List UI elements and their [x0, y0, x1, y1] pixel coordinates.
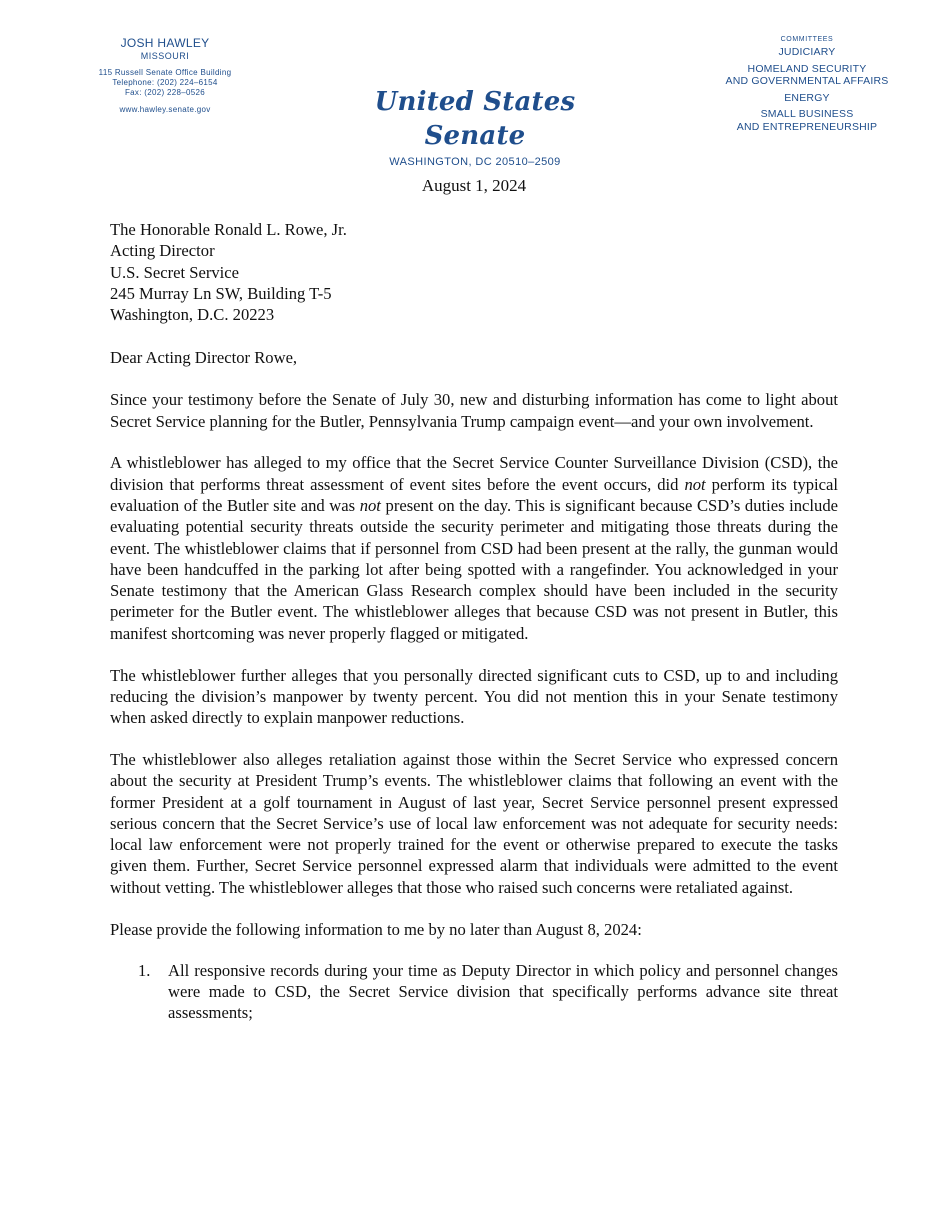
paragraph-request-intro: Please provide the following information to me by no later than August 8, 2024:	[110, 919, 642, 939]
paragraph-retaliation: The whistleblower also alleges retaliation against those within the Secret Service who expressed concern about the security at President Trump’s events. The whistleblower claims that following an event with the former President at a golf tournament in August of last year, Secret Service personnel present expressed serious concern that the Secret Service’s use of local law enforcement was not adequate for security needs: local law enforcement were not properly trained for the event or otherwise prepared to execute the tasks given them. Further, Secret Service personnel expressed alarm that individuals were admitted to the event without vetting. The whistleblower alleges that those who raised such concerns were retaliated against.	[110, 749, 838, 897]
committee-small-business: SMALL BUSINESS	[760, 108, 854, 120]
recipient-title: Acting Director	[110, 241, 215, 261]
senator-state: MISSOURI	[140, 51, 190, 61]
recipient-street: 245 Murray Ln SW, Building T-5	[110, 283, 332, 303]
committee-energy: ENERGY	[784, 91, 830, 104]
list-item-number: 1.	[138, 960, 151, 980]
senator-website: www.hawley.senate.gov	[119, 105, 211, 114]
senator-telephone: Telephone: (202) 224–6154	[112, 78, 218, 87]
committee-governmental-affairs: AND GOVERNMENTAL AFFAIRS	[725, 75, 889, 87]
senate-seal-block	[325, 85, 625, 168]
senator-fax: Fax: (202) 228–0526	[125, 88, 205, 97]
list-item-text: All responsive records during your time as Deputy Director in which policy and personnel changes were made to CSD, the Secret Service division that specifically performs advance site threat assessments;	[168, 960, 838, 1023]
committees-block	[712, 36, 902, 133]
salutation: Dear Acting Director Rowe,	[110, 348, 298, 368]
recipient-name: The Honorable Ronald L. Rowe, Jr.	[110, 220, 347, 239]
recipient-city: Washington, D.C. 20223	[110, 305, 275, 325]
list-item	[110, 960, 838, 1024]
senator-office: 115 Russell Senate Office Building	[98, 68, 232, 77]
letter-date: August 1, 2024	[421, 176, 527, 195]
letter-body	[110, 219, 838, 1024]
senate-address: WASHINGTON, DC 20510–2509	[389, 156, 561, 168]
senate-title: United States Senate	[374, 87, 576, 151]
senator-name: JOSH HAWLEY	[120, 36, 210, 50]
paragraph-manpower-cuts: The whistleblower further alleges that you personally directed significant cuts to CSD, up to and including reducing the division’s manpower by twenty percent. You did not mention this in your Senate testimony when asked directly to explain manpower reductions.	[110, 665, 838, 728]
committees-label: COMMITTEES	[780, 36, 834, 43]
committee-entrepreneurship: AND ENTREPRENEURSHIP	[736, 120, 878, 133]
paragraph-testimony: Since your testimony before the Senate of July 30, new and disturbing information has come to light about Secret Service planning for the Butler, Pennsylvania Trump campaign event—and your own involvement.	[110, 390, 838, 431]
recipient-address	[110, 219, 838, 325]
committee-judiciary: JUDICIARY	[778, 46, 836, 58]
recipient-agency: U.S. Secret Service	[110, 262, 240, 282]
paragraph-csd-allegation: A whistleblower has alleged to my office that the Secret Service Counter Surveillance Division (CSD), the division that performs threat assessment of event sites before the event occurs, did not perform its typical evaluation of the Butler site and was not present on the day. This is significant because CSD’s duties include evaluating potential security threats outside the security perimeter and mitigating those threats during the event. The whistleblower claims that if personnel from CSD had been present at the rally, the gunman would have been handcuffed in the parking lot after being spotted with a rangefinder. You acknowledged in your Senate testimony that the American Glass Research complex should have been included in the security perimeter for the Butler event. The whistleblower alleges that because CSD was not present in Butler, this manifest shortcoming was never properly flagged or mitigated.	[110, 453, 838, 643]
senator-letterhead-block	[40, 36, 290, 114]
committee-homeland-security: HOMELAND SECURITY	[747, 62, 867, 75]
